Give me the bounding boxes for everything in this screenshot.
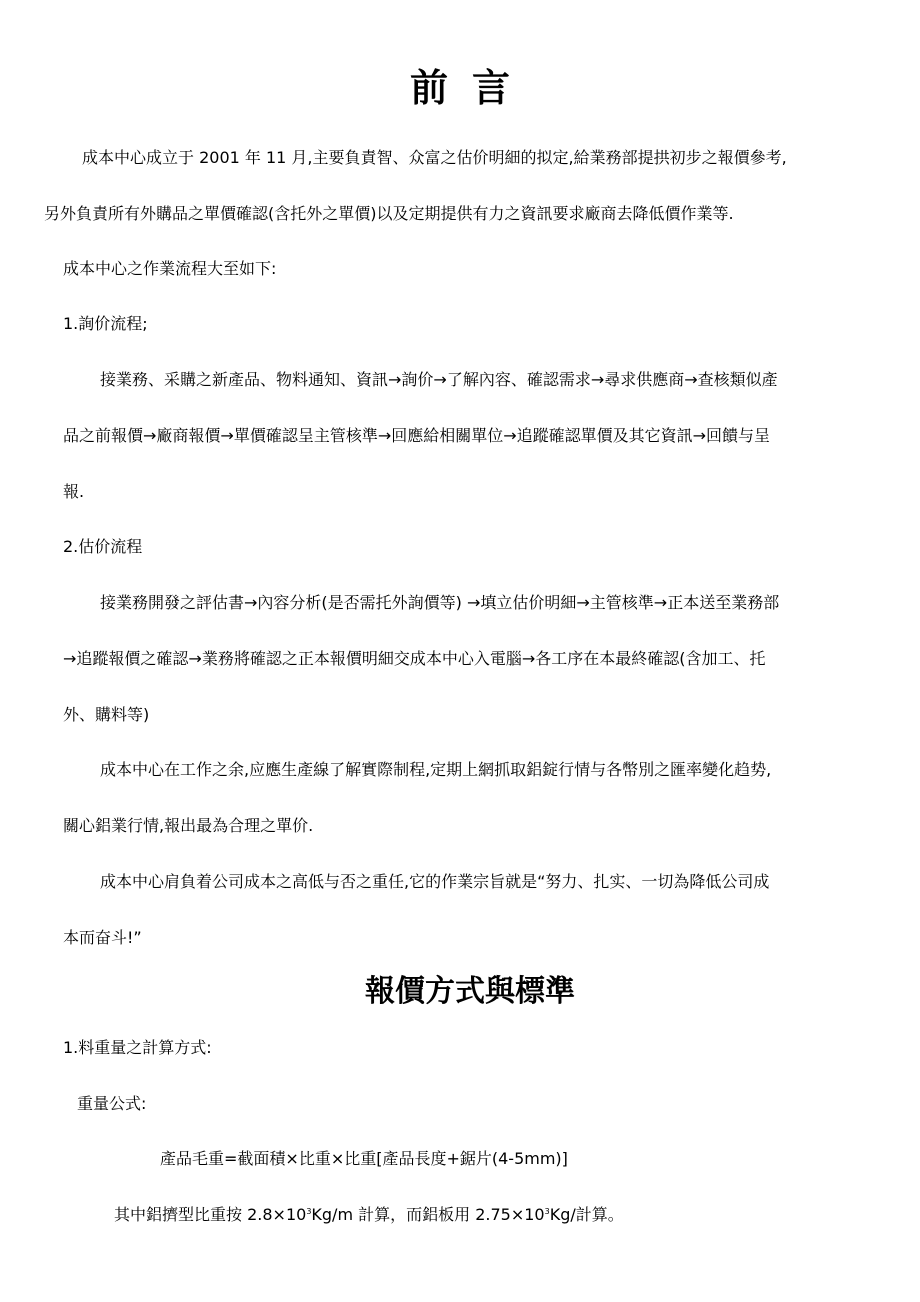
estimate-process-line: 外、購料等)	[63, 705, 150, 724]
inquiry-process-line: 品之前報價→廠商報價→單價確認呈主管核準→回應給相關單位→追蹤確認單價及其它資訊→回饋与呈	[63, 426, 771, 445]
estimate-process-line: →追蹤報價之確認→業務將確認之正本報價明細交成本中心入電腦→各工序在本最終確認(含加工、托	[63, 649, 766, 668]
intro-paragraph-line: 另外負責所有外購品之單價確認(含托外之單價)以及定期提供有力之資訊要求廠商去降低價作業等.	[44, 204, 734, 223]
estimate-process-heading: 2.估价流程	[63, 537, 143, 556]
paragraph-line: 本而奋斗!”	[63, 928, 142, 947]
paragraph-line: 關心鋁業行情,報出最為合理之單价.	[63, 816, 314, 835]
intro-paragraph-line: 成本中心成立于 2001 年 11 月,主要負責智、众富之估价明細的拟定,給業務部提拱初步之報價參考,	[82, 148, 787, 167]
estimate-process-line: 接業務開發之評估書→內容分析(是否需托外詢價等) →填立估价明細→主管核準→正本送至業務部	[100, 593, 780, 612]
workflow-intro: 成本中心之作業流程大至如下:	[63, 259, 277, 278]
weight-formula-label: 重量公式:	[77, 1094, 147, 1113]
weight-calc-heading: 1.料重量之計算方式:	[63, 1038, 212, 1057]
density-note-text: Kg/m 計算，而鋁板用 2.75×10	[311, 1205, 545, 1224]
inquiry-process-line: 報.	[63, 482, 85, 501]
paragraph-line: 成本中心在工作之余,应應生產線了解實際制程,定期上網抓取鋁錠行情与各幣別之匯率變化趋势,	[100, 760, 772, 779]
exponent: 3	[544, 1207, 550, 1216]
density-note-text: 其中鋁擠型比重按 2.8×10	[114, 1205, 307, 1224]
density-note-text: Kg/計算。	[549, 1205, 624, 1224]
paragraph-line: 成本中心肩負着公司成本之高低与否之重任,它的作業宗旨就是“努力、扎实、一切為降低公司成	[100, 872, 770, 891]
density-note	[114, 1205, 624, 1225]
weight-formula: 產品毛重=截面積×比重×比重[產品長度+鋸片(4-5mm)]	[160, 1149, 568, 1168]
inquiry-process-heading: 1.詢价流程;	[63, 314, 148, 333]
exponent: 3	[306, 1207, 312, 1216]
inquiry-process-line: 接業務、采購之新產品、物料通知、資訊→詢价→了解內容、確認需求→尋求供應商→查核類似產	[100, 370, 778, 389]
page-title: 前言	[409, 66, 534, 110]
section-title: 報價方式與標準	[365, 974, 575, 1009]
